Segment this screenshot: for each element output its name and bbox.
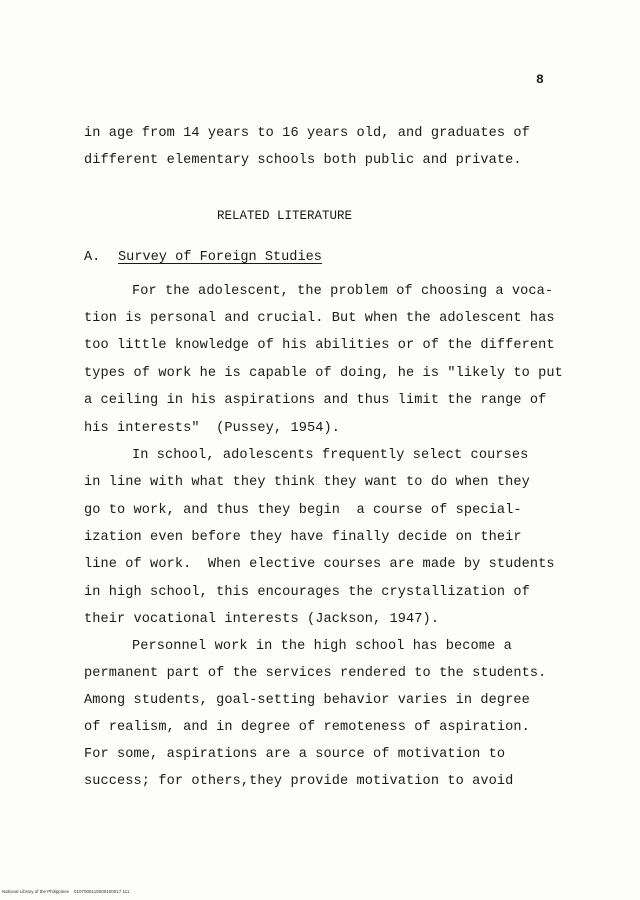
scan-footer: National Library of the Philippines 0107005115000100017 111 — [2, 889, 130, 894]
paragraph-3-line: of realism, and in degree of remoteness of aspiration. — [84, 720, 530, 735]
section-heading: RELATED LITERATURE — [217, 209, 353, 223]
paragraph-2-line: their vocational interests (Jackson, 1947). — [84, 612, 440, 627]
paragraph-2-line: In school, adolescents frequently select courses — [132, 448, 529, 463]
section-letter: A. — [84, 250, 101, 265]
section-title: Survey of Foreign Studies — [118, 250, 322, 265]
paragraph-2-line: line of work. When elective courses are made by students — [84, 557, 555, 572]
body-line: different elementary schools both public and private. — [84, 153, 522, 168]
body-line: in age from 14 years to 16 years old, and graduates of — [84, 126, 530, 141]
paragraph-1-line: For the adolescent, the problem of choosing a voca- — [132, 284, 554, 299]
paragraph-3-line: For some, aspirations are a source of motivation to — [84, 747, 506, 762]
paragraph-2-line: go to work, and thus they begin a course of special- — [84, 503, 522, 518]
paragraph-1-line: types of work he is capable of doing, he is "likely to put — [84, 366, 563, 381]
paragraph-1-line: his interests" (Pussey, 1954). — [84, 421, 340, 436]
paragraph-1-line: a ceiling in his aspirations and thus limit the range of — [84, 393, 547, 408]
paragraph-1-line: too little knowledge of his abilities or of the different — [84, 338, 555, 353]
paragraph-3-line: permanent part of the services rendered to the students. — [84, 666, 547, 681]
paragraph-1-line: tion is personal and crucial. But when the adolescent has — [84, 311, 555, 326]
page-number: 8 — [536, 72, 544, 87]
paragraph-3-line: Personnel work in the high school has become a — [132, 639, 512, 654]
paragraph-2-line: ization even before they have finally decide on their — [84, 530, 522, 545]
paragraph-3-line: Among students, goal-setting behavior varies in degree — [84, 693, 530, 708]
paragraph-2-line: in line with what they think they want to do when they — [84, 475, 530, 490]
paragraph-2-line: in high school, this encourages the crystallization of — [84, 585, 530, 600]
paragraph-3-line: success; for others,they provide motivation to avoid — [84, 774, 514, 789]
